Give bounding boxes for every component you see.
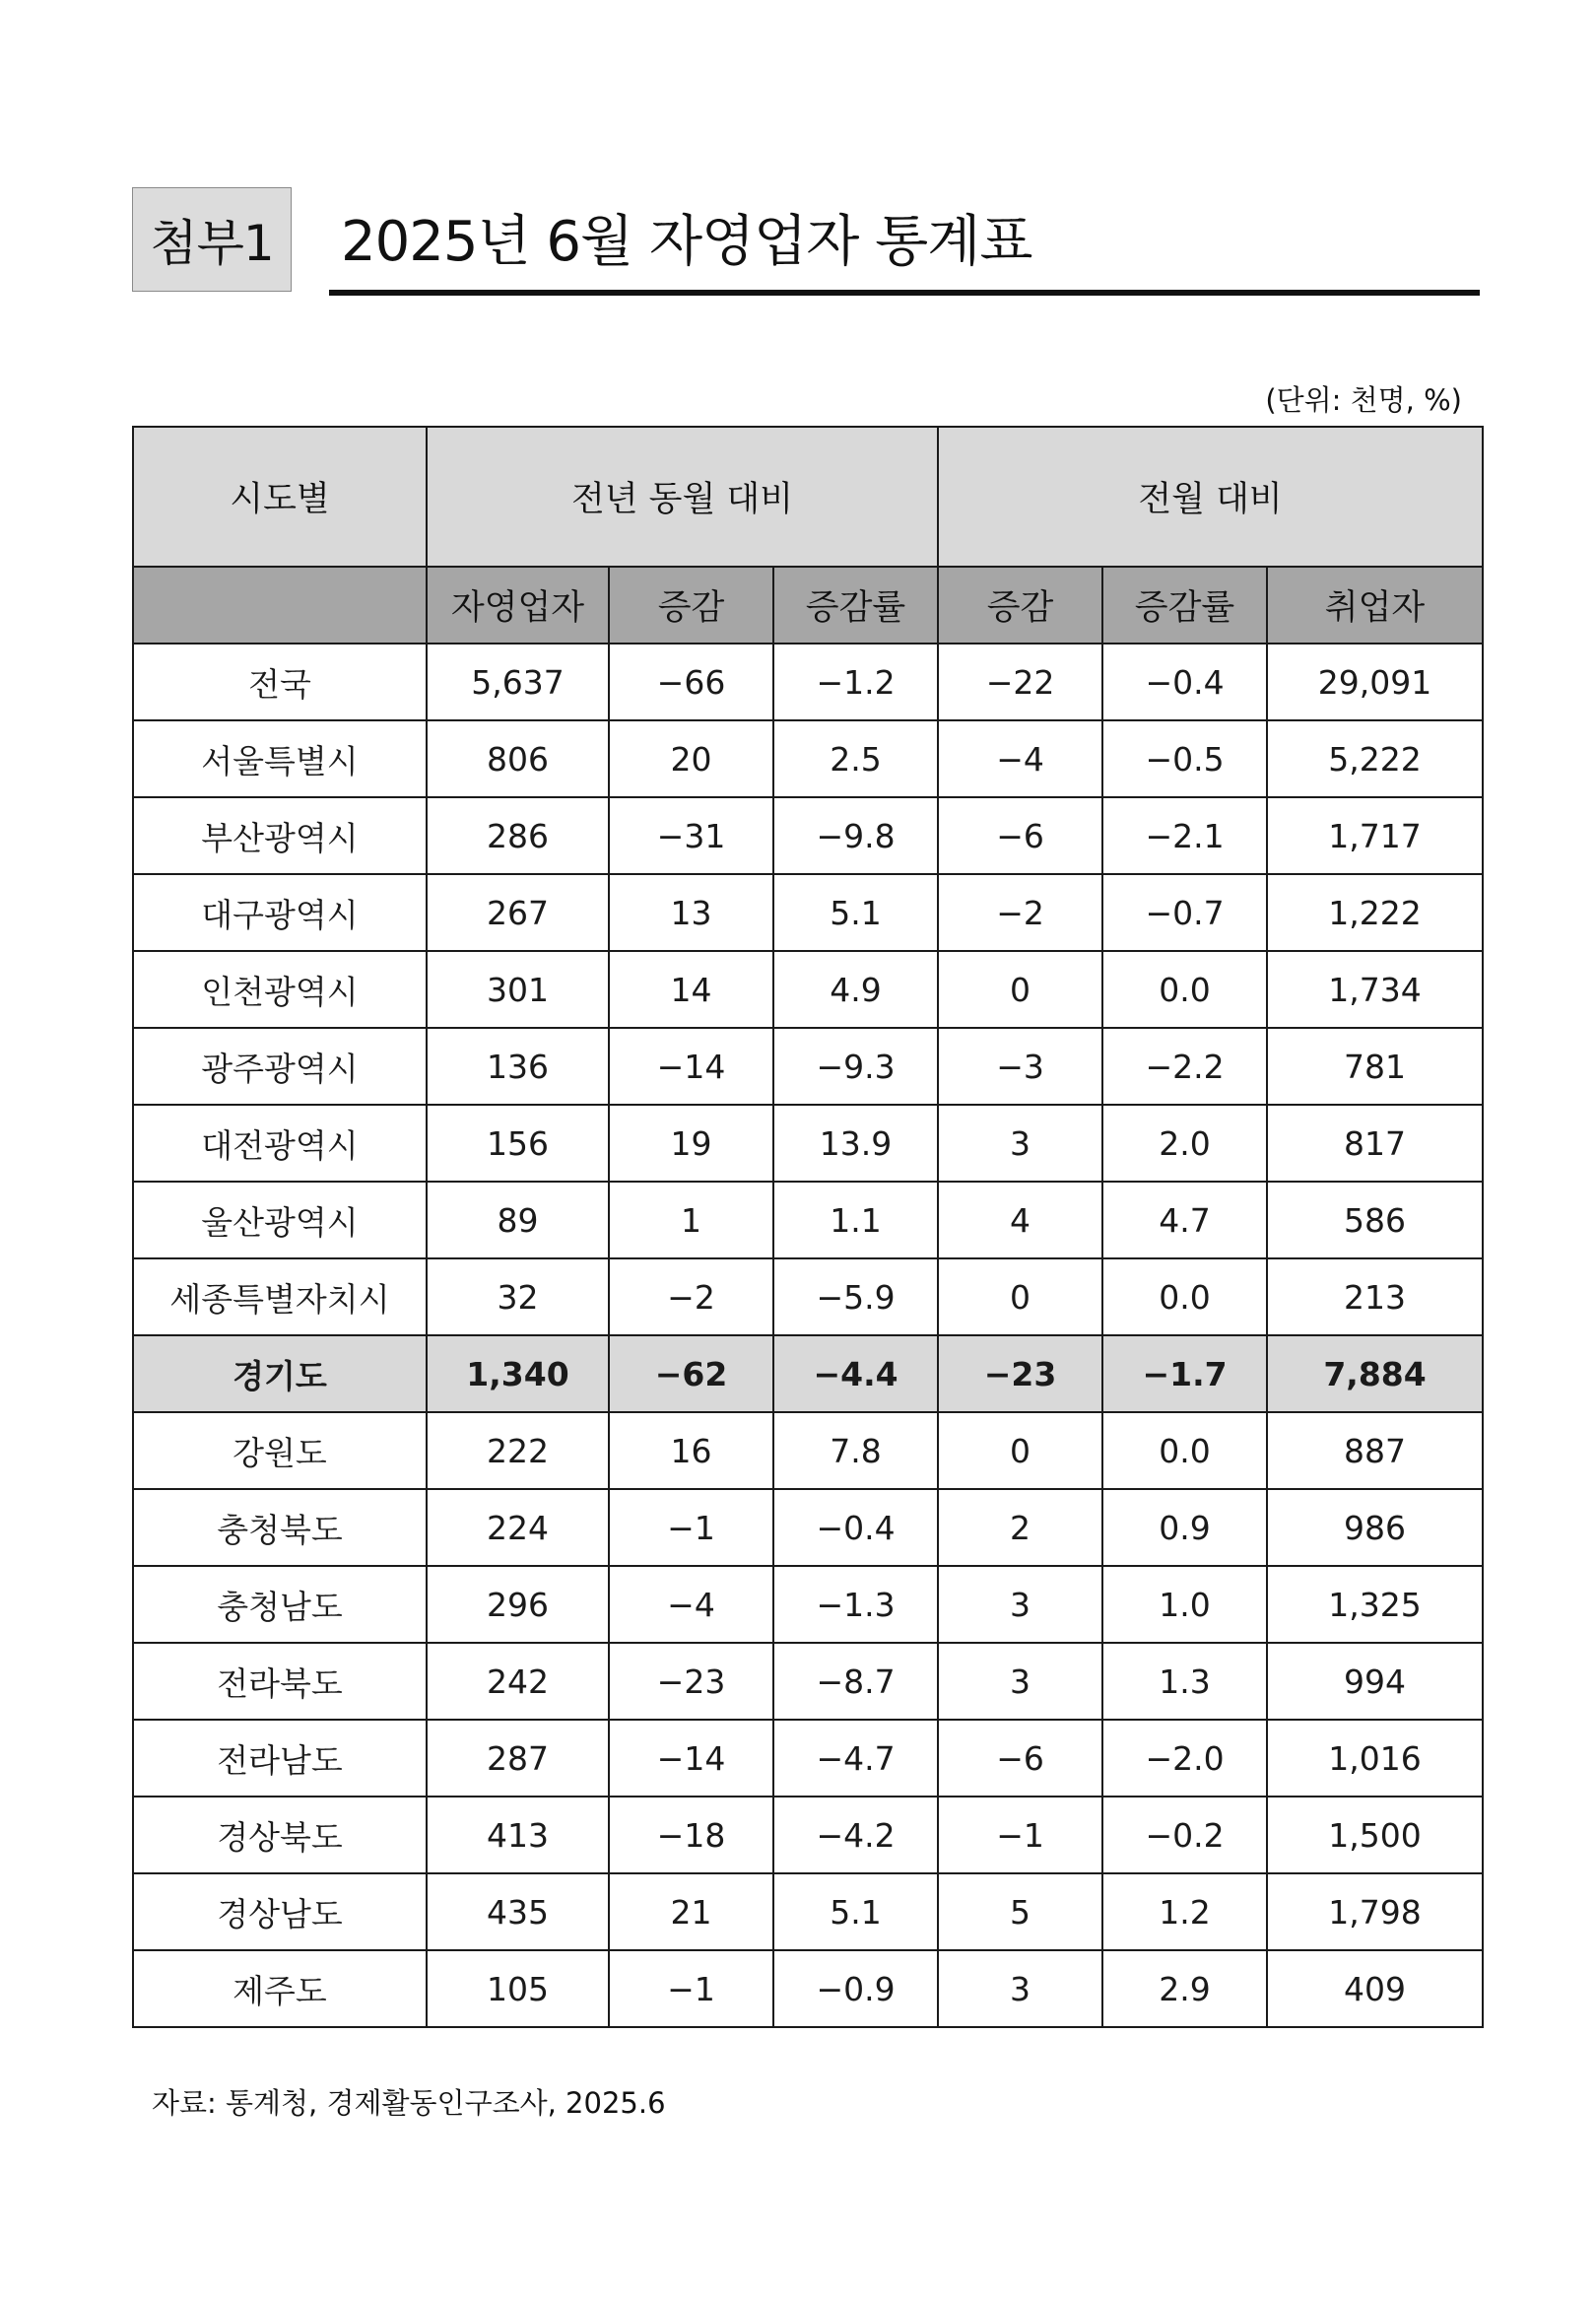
sub-header-mom-rate: 증감률 xyxy=(1102,567,1267,644)
mom-change-cell: −2 xyxy=(938,874,1102,951)
mom-change-cell: 2 xyxy=(938,1489,1102,1566)
mom-change-cell: 0 xyxy=(938,1412,1102,1489)
mom-rate-cell: 0.0 xyxy=(1102,1412,1267,1489)
yoy-rate-cell: −0.4 xyxy=(773,1489,938,1566)
yoy-rate-cell: −1.3 xyxy=(773,1566,938,1643)
mom-rate-cell: 4.7 xyxy=(1102,1182,1267,1258)
employed-cell: 1,016 xyxy=(1267,1720,1483,1797)
table-row xyxy=(133,1335,1483,1412)
region-cell: 경기도 xyxy=(133,1335,427,1412)
mom-rate-cell: −1.7 xyxy=(1102,1335,1267,1412)
yoy-change-cell: 1 xyxy=(609,1182,773,1258)
yoy-change-cell: −2 xyxy=(609,1258,773,1335)
table-row xyxy=(133,1412,1483,1489)
yoy-change-cell: 19 xyxy=(609,1105,773,1182)
mom-rate-cell: 2.0 xyxy=(1102,1105,1267,1182)
self-employed-cell: 89 xyxy=(427,1182,609,1258)
self-employed-cell: 806 xyxy=(427,720,609,797)
attachment-badge: 첨부1 xyxy=(132,187,292,292)
table-row xyxy=(133,1566,1483,1643)
mom-change-cell: −4 xyxy=(938,720,1102,797)
yoy-change-cell: −14 xyxy=(609,1720,773,1797)
source-note: 자료: 통계청, 경제활동인구조사, 2025.6 xyxy=(152,2086,666,2120)
table-row xyxy=(133,1489,1483,1566)
employed-cell: 409 xyxy=(1267,1950,1483,2027)
mom-change-cell: 5 xyxy=(938,1873,1102,1950)
yoy-rate-cell: 1.1 xyxy=(773,1182,938,1258)
yoy-change-cell: −62 xyxy=(609,1335,773,1412)
employed-cell: 986 xyxy=(1267,1489,1483,1566)
mom-rate-cell: −0.5 xyxy=(1102,720,1267,797)
mom-change-cell: −1 xyxy=(938,1797,1102,1873)
region-cell: 전국 xyxy=(133,644,427,720)
mom-rate-cell: 2.9 xyxy=(1102,1950,1267,2027)
mom-rate-cell: 0.9 xyxy=(1102,1489,1267,1566)
mom-rate-cell: −2.2 xyxy=(1102,1028,1267,1105)
mom-rate-cell: −0.2 xyxy=(1102,1797,1267,1873)
stats-table xyxy=(132,426,1484,2028)
sub-header-mom-change: 증감 xyxy=(938,567,1102,644)
table-row xyxy=(133,720,1483,797)
region-header: 시도별 xyxy=(133,427,427,567)
yoy-change-cell: −1 xyxy=(609,1950,773,2027)
region-cell: 대구광역시 xyxy=(133,874,427,951)
self-employed-cell: 1,340 xyxy=(427,1335,609,1412)
region-cell: 전라남도 xyxy=(133,1720,427,1797)
yoy-rate-cell: 4.9 xyxy=(773,951,938,1028)
self-employed-cell: 156 xyxy=(427,1105,609,1182)
table-row xyxy=(133,1643,1483,1720)
employed-cell: 1,222 xyxy=(1267,874,1483,951)
yoy-rate-cell: −5.9 xyxy=(773,1258,938,1335)
table-row xyxy=(133,1873,1483,1950)
self-employed-cell: 32 xyxy=(427,1258,609,1335)
table-row xyxy=(133,1797,1483,1873)
region-cell: 울산광역시 xyxy=(133,1182,427,1258)
mom-rate-cell: 1.0 xyxy=(1102,1566,1267,1643)
yoy-change-cell: −14 xyxy=(609,1028,773,1105)
self-employed-cell: 301 xyxy=(427,951,609,1028)
unit-note: (단위: 천명, %) xyxy=(1265,383,1462,417)
mom-change-cell: 0 xyxy=(938,1258,1102,1335)
table-row xyxy=(133,951,1483,1028)
self-employed-cell: 242 xyxy=(427,1643,609,1720)
self-employed-cell: 296 xyxy=(427,1566,609,1643)
mom-change-cell: −23 xyxy=(938,1335,1102,1412)
mom-rate-cell: 1.2 xyxy=(1102,1873,1267,1950)
yoy-rate-cell: −4.2 xyxy=(773,1797,938,1873)
yoy-change-cell: −18 xyxy=(609,1797,773,1873)
mom-rate-cell: −2.1 xyxy=(1102,797,1267,874)
mom-rate-cell: −0.4 xyxy=(1102,644,1267,720)
employed-cell: 7,884 xyxy=(1267,1335,1483,1412)
yoy-change-cell: −4 xyxy=(609,1566,773,1643)
employed-cell: 994 xyxy=(1267,1643,1483,1720)
yoy-change-cell: 16 xyxy=(609,1412,773,1489)
self-employed-cell: 413 xyxy=(427,1797,609,1873)
self-employed-cell: 5,637 xyxy=(427,644,609,720)
employed-cell: 213 xyxy=(1267,1258,1483,1335)
sub-header-row xyxy=(133,567,1483,644)
region-cell: 세종특별자치시 xyxy=(133,1258,427,1335)
employed-cell: 1,798 xyxy=(1267,1873,1483,1950)
mom-rate-cell: −0.7 xyxy=(1102,874,1267,951)
self-employed-cell: 105 xyxy=(427,1950,609,2027)
yoy-change-cell: −31 xyxy=(609,797,773,874)
mom-change-cell: −6 xyxy=(938,1720,1102,1797)
sub-header-yoy-rate: 증감률 xyxy=(773,567,938,644)
self-employed-cell: 286 xyxy=(427,797,609,874)
sub-header-empty xyxy=(133,567,427,644)
yoy-rate-cell: −4.4 xyxy=(773,1335,938,1412)
page-title: 2025년 6월 자영업자 통계표 xyxy=(341,210,1032,274)
title-underline xyxy=(329,290,1480,296)
region-cell: 대전광역시 xyxy=(133,1105,427,1182)
self-employed-cell: 224 xyxy=(427,1489,609,1566)
self-employed-cell: 435 xyxy=(427,1873,609,1950)
yoy-rate-cell: −9.3 xyxy=(773,1028,938,1105)
employed-cell: 1,734 xyxy=(1267,951,1483,1028)
table-row xyxy=(133,644,1483,720)
yoy-change-cell: 14 xyxy=(609,951,773,1028)
mom-change-cell: −3 xyxy=(938,1028,1102,1105)
yoy-rate-cell: −8.7 xyxy=(773,1643,938,1720)
sub-header-self-employed: 자영업자 xyxy=(427,567,609,644)
region-cell: 인천광역시 xyxy=(133,951,427,1028)
yoy-change-cell: −1 xyxy=(609,1489,773,1566)
region-cell: 제주도 xyxy=(133,1950,427,2027)
mom-change-cell: 3 xyxy=(938,1643,1102,1720)
table-row xyxy=(133,1028,1483,1105)
self-employed-cell: 267 xyxy=(427,874,609,951)
table-row xyxy=(133,797,1483,874)
self-employed-cell: 136 xyxy=(427,1028,609,1105)
region-cell: 강원도 xyxy=(133,1412,427,1489)
table-row xyxy=(133,1950,1483,2027)
yoy-rate-cell: 2.5 xyxy=(773,720,938,797)
yoy-rate-cell: −0.9 xyxy=(773,1950,938,2027)
mom-change-cell: 0 xyxy=(938,951,1102,1028)
yoy-rate-cell: 5.1 xyxy=(773,874,938,951)
sub-header-yoy-change: 증감 xyxy=(609,567,773,644)
yoy-change-cell: −23 xyxy=(609,1643,773,1720)
region-cell: 부산광역시 xyxy=(133,797,427,874)
region-cell: 전라북도 xyxy=(133,1643,427,1720)
self-employed-cell: 222 xyxy=(427,1412,609,1489)
yoy-rate-cell: −1.2 xyxy=(773,644,938,720)
yoy-rate-cell: 7.8 xyxy=(773,1412,938,1489)
group-header-row xyxy=(133,427,1483,567)
table-row xyxy=(133,874,1483,951)
mom-change-cell: −6 xyxy=(938,797,1102,874)
yoy-rate-cell: −9.8 xyxy=(773,797,938,874)
yoy-change-cell: 21 xyxy=(609,1873,773,1950)
employed-cell: 5,222 xyxy=(1267,720,1483,797)
region-cell: 경상남도 xyxy=(133,1873,427,1950)
yoy-rate-cell: 5.1 xyxy=(773,1873,938,1950)
employed-cell: 887 xyxy=(1267,1412,1483,1489)
sub-header-employed: 취업자 xyxy=(1267,567,1483,644)
yoy-change-cell: −66 xyxy=(609,644,773,720)
yoy-change-cell: 13 xyxy=(609,874,773,951)
region-cell: 광주광역시 xyxy=(133,1028,427,1105)
table-row xyxy=(133,1258,1483,1335)
table-row xyxy=(133,1720,1483,1797)
table-row xyxy=(133,1105,1483,1182)
employed-cell: 781 xyxy=(1267,1028,1483,1105)
employed-cell: 817 xyxy=(1267,1105,1483,1182)
yoy-group-header: 전년 동월 대비 xyxy=(427,427,938,567)
mom-change-cell: −22 xyxy=(938,644,1102,720)
mom-rate-cell: 0.0 xyxy=(1102,1258,1267,1335)
mom-rate-cell: 1.3 xyxy=(1102,1643,1267,1720)
region-cell: 충청남도 xyxy=(133,1566,427,1643)
employed-cell: 586 xyxy=(1267,1182,1483,1258)
mom-change-cell: 3 xyxy=(938,1950,1102,2027)
mom-change-cell: 3 xyxy=(938,1566,1102,1643)
mom-rate-cell: −2.0 xyxy=(1102,1720,1267,1797)
employed-cell: 1,325 xyxy=(1267,1566,1483,1643)
employed-cell: 1,500 xyxy=(1267,1797,1483,1873)
mom-group-header: 전월 대비 xyxy=(938,427,1483,567)
mom-rate-cell: 0.0 xyxy=(1102,951,1267,1028)
mom-change-cell: 3 xyxy=(938,1105,1102,1182)
region-cell: 충청북도 xyxy=(133,1489,427,1566)
employed-cell: 29,091 xyxy=(1267,644,1483,720)
yoy-rate-cell: −4.7 xyxy=(773,1720,938,1797)
region-cell: 서울특별시 xyxy=(133,720,427,797)
employed-cell: 1,717 xyxy=(1267,797,1483,874)
self-employed-cell: 287 xyxy=(427,1720,609,1797)
yoy-change-cell: 20 xyxy=(609,720,773,797)
mom-change-cell: 4 xyxy=(938,1182,1102,1258)
region-cell: 경상북도 xyxy=(133,1797,427,1873)
yoy-rate-cell: 13.9 xyxy=(773,1105,938,1182)
table-body xyxy=(133,644,1483,2027)
table-row xyxy=(133,1182,1483,1258)
